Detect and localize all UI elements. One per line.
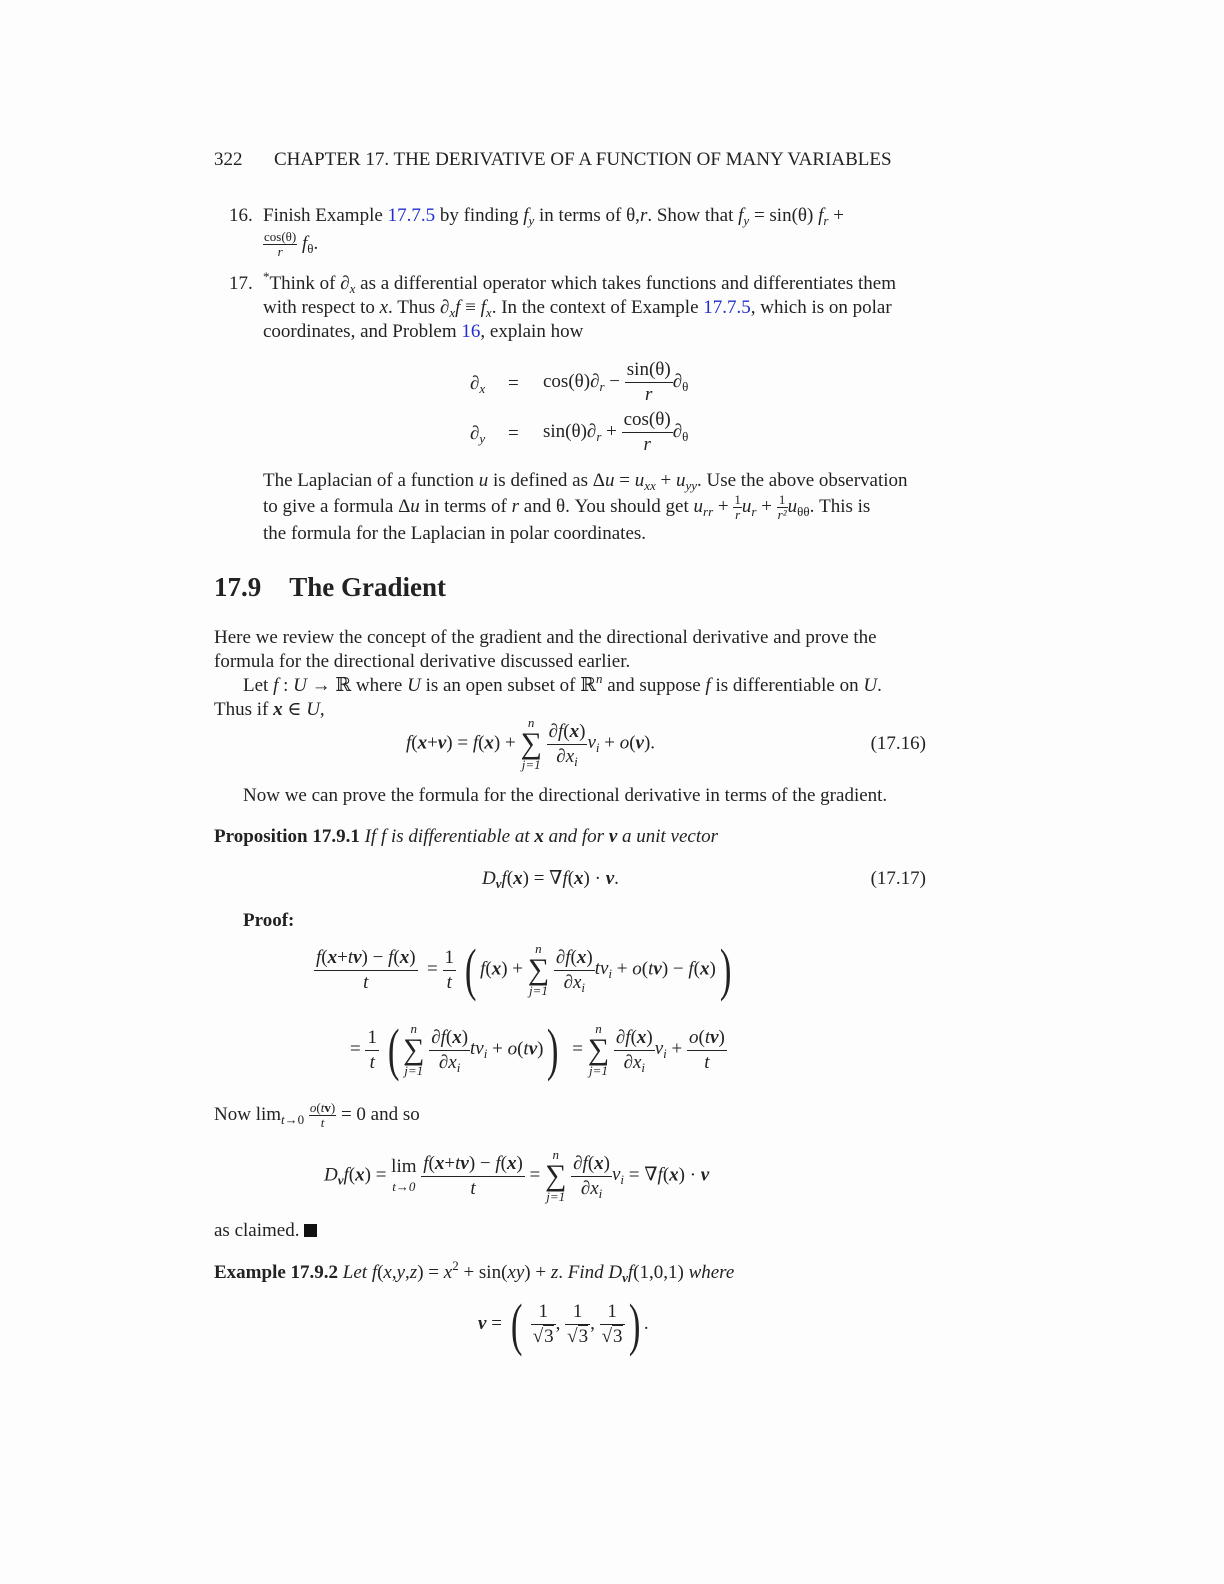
problem-text: by finding	[439, 205, 519, 226]
problem-text: , which is on polar	[750, 297, 892, 318]
laplacian-paragraph: The Laplacian of a function u is defined as $\Delta u = u_{xx} + u_{yy}$. Use the above observation to give a formula Δu in terms of r and θ. You should get $u_{rr}$ + $\frac{1}{r}$ $u_r$ + $\frac{1}{\text{r²}}$ $u_{\theta\theta}$. This is the formula for the Laplacian in polar coordinates.	[263, 469, 926, 546]
proposition-text: and for	[548, 826, 605, 847]
paragraph-text: to give a formula	[263, 495, 394, 517]
problem-text: . Thus	[388, 297, 436, 318]
equation-17-17: $D_vf(x) = \nabla f(x) \cdot v$. (17.17)	[482, 868, 926, 891]
problem-text: coordinates, and Problem	[263, 321, 457, 342]
paragraph-text: = 0 and so	[340, 1103, 420, 1125]
paragraph-text: where	[355, 675, 403, 696]
paragraph-text: Now lim	[214, 1103, 282, 1125]
equation-17-16: f(x+v) = f(x) + n ∑ j=1 $\frac{\partial f(x)}{\partial x_i}$ $v_i + o(v)$. (17.16)	[406, 715, 926, 772]
qed-square-icon	[304, 1224, 317, 1237]
paragraph-text: Now we can prove the formula for the directional derivative in terms of the gradient.	[243, 785, 888, 806]
example-17-9-2: Example 17.9.2 Let $f(x,y,z) = x^2 + \sin(xy) + z$. Find $D_vf(1,0,1)$ where	[214, 1258, 735, 1285]
example-link[interactable]: 17.7.5	[387, 205, 436, 226]
formula-fragment: $\frac{\cos(\theta)}{r}$ $f_\theta$.	[264, 229, 319, 259]
vector-v: v = ( $\frac{1}{√3}$ , $\frac{1}{√3}$ , $\frac{1}{√3}$ ) .	[478, 1291, 649, 1357]
proof-final-line: $D_vf(x)$ = lim t→0 $\frac{f(x+tv) - f(x)}{t}$ = n ∑ j=1 $\frac{\partial f(x)}{\partial x_i}$ $v_i = \nabla f(x) \cdot v$	[324, 1147, 710, 1204]
paragraph-text: is differentiable on	[715, 675, 859, 696]
proof-line-1: $\frac{f(x+tv) - f(x)}{t}$ = $\frac{1}{t}$ ( f(x) + n ∑ j=1 $\frac{\partial f(x)}{\partial x_i}$ $tv_i + o(tv) - f(x)$)	[316, 937, 732, 1002]
proof-label	[243, 909, 294, 933]
problem-text: Finish Example	[263, 205, 383, 226]
paragraph-text: Thus if	[214, 699, 269, 720]
problem-text: , explain how	[480, 321, 584, 342]
problem-text: in terms of θ,	[539, 205, 640, 226]
example-label: Example 17.9.2	[214, 1262, 339, 1283]
problem-number: 16.	[229, 205, 253, 226]
proof-label-text: Proof:	[243, 910, 295, 931]
paragraph-text: as claimed.	[214, 1220, 300, 1241]
problem-text: Think of	[269, 273, 336, 294]
paragraph-text: The Laplacian of a function	[263, 470, 475, 491]
proposition-17-9-1: Proposition 17.9.1 If f is differentiable at x and for v a unit vector	[214, 826, 719, 847]
paragraph-text: Here we review the concept of the gradient and the directional derivative and prove the	[214, 627, 877, 648]
proposition-text: a unit vector	[622, 826, 719, 847]
problem-text: as a differential operator which takes functions and differentiates them	[360, 273, 896, 294]
page-number: 322	[214, 149, 243, 170]
equation-number: (17.17)	[870, 868, 926, 889]
intro-paragraph: Here we review the concept of the gradient and the directional derivative and prove the formula for the directional derivative discussed earlier. Let f : U → ℝ where U is an open subset of ℝ$^n$ and suppose f is differentiable on U. Thus if x ∈ U,	[214, 626, 926, 722]
proposition-text: is differentiable at	[391, 826, 530, 847]
problem-17: 17. *Think of $\partial_x$ as a differential operator which takes functions and differentiates them with respect to x. Thus $\partial_xf \equiv f_x$. In the context of Example 17.7.5, which is on polar coordinates, and Problem 16, explain how	[229, 269, 896, 342]
problem-16: 16. Finish Example 17.7.5 by finding $f_y$ in terms of θ,r. Show that $f_y = \sin(\theta) f_r$ + $\frac{\cos(\theta)}{r}$ $f_\theta$.	[229, 204, 926, 259]
running-title: CHAPTER 17. THE DERIVATIVE OF A FUNCTION OF MANY VARIABLES	[274, 149, 892, 170]
example-text: where	[688, 1262, 735, 1283]
page-header	[214, 148, 926, 172]
problem-text: Show that	[656, 205, 734, 226]
paragraph-text: the formula for the Laplacian in polar coordinates.	[263, 523, 647, 544]
proof-line-2: = $\frac{1}{t}$ ( n ∑ j=1 $\frac{\partial f(x)}{\partial x_i}$ $tv_i + o(tv)$) = n ∑ j=1 $\frac{\partial f(x)}{\partial x_i}$ $v_i$ + $\frac{o(tv)}{t}$	[350, 1017, 725, 1082]
problem-link[interactable]: 16	[461, 321, 481, 342]
limit-statement: Now $\lim_{t\to 0}$ $\frac{o(tv)}{t}$ = 0 and so	[214, 1100, 420, 1130]
paragraph-text: is defined as	[493, 470, 588, 491]
example-text: Find	[567, 1262, 604, 1283]
star-marker: *	[263, 269, 270, 284]
paragraph-text: and suppose	[607, 675, 701, 696]
problem-number: 17.	[229, 273, 253, 294]
section-number: 17.9	[214, 572, 262, 602]
problem-text: with respect to	[263, 297, 375, 318]
paragraph-text: . This is	[809, 495, 871, 517]
paragraph-text: is an open subset of	[425, 675, 576, 696]
example-link[interactable]: 17.7.5	[703, 297, 751, 318]
transition-text	[243, 784, 887, 808]
paragraph-text: and θ. You should get	[523, 495, 689, 517]
equation-number: (17.16)	[870, 733, 926, 754]
problem-text: . In the context of Example	[491, 297, 699, 318]
section-title: The Gradient	[289, 572, 447, 602]
page: 322 CHAPTER 17. THE DERIVATIVE OF A FUNCTION OF MANY VARIABLES 16. Finish Example 17.7.5 by finding $f_y$ in terms of θ,r. Show that $f_y = \sin(\theta) f_r$ + $\frac{\cos(\theta)}{r}$ $f_\theta$. 17. *Think of $\partial_x$ as a differential operator which takes functions and differentiates them with respect to x. Thus $\partial_xf \equiv f_x$. In the context of Example 17.7.5, which is on polar coordinates, and Problem 16, explain how $\partial_x$ = $\cos(\theta)\partial_r$ − $\frac{\sin(\theta)}{r}$ $\partial_\theta$ $\partial_y$ = $\sin(\theta)\partial_r$ + $\frac{\cos(\theta)}{r}$ $\partial_\theta$ The Laplacian of a function u is defined as $\Delta u = u_{xx} + u_{yy}$. Use the above observation to give a formula Δu in terms of r and θ. You should get $u_{rr}$ + $\frac{1}{r}$ $u_r$ + $\frac{1}{\text{r²}}$ $u_{\theta\theta}$. This is the formula for the Laplacian in polar coordinates. 17.9 The Gradient Here we review the concept of the gradient and the directional derivative and prove the formula for the directional derivative discussed earlier. Let f : U → ℝ where U is an open subset of ℝ$^n$ and suppose f is differentiable on U. Thus if x ∈ U, f(x+v) = f(x) + n ∑ j=1 $\frac{\partial f(x)}{\partial x_i}$ $v_i + o(v)$. (17.16) Now we can prove the formula for the directional derivative in terms of the gradient. Proposition 17.9.1 If f is differentiable at x and for v a unit vector $D_vf(x) = \nabla f(x) \cdot v$. (17.17) Proof: $\frac{f(x+tv) - f(x)}{t}$ = $\frac{1}{t}$ ( f(x) + n ∑ j=1 $\frac{\partial f(x)}{\partial x_i}$ $tv_i + o(tv) - f(x)$) = $\frac{1}{t}$ ( n ∑ j=1 $\frac{\partial f(x)}{\partial x_i}$ $tv_i + o(tv)$) = n ∑ j=1 $\frac{\partial f(x)}{\partial x_i}$ $v_i$ + $\frac{o(tv)}{t}$ Now $\lim_{t\to 0}$ $\frac{o(tv)}{t}$ = 0 and so $D_vf(x)$ = lim t→0 $\frac{f(x+tv) - f(x)}{t}$ = n ∑ j=1 $\frac{\partial f(x)}{\partial x_i}$ $v_i = \nabla f(x) \cdot v$ as claimed. Example 17.9.2 Let $f(x,y,z) = x^2 + \sin(xy) + z$. Find $D_vf(1,0,1)$ where v = ( $\frac{1}{√3}$ , $\frac{1}{√3}$ , $\frac{1}{√3}$ ) .	[214, 149, 926, 1357]
proposition-text: If	[364, 826, 377, 847]
paragraph-text: Let	[243, 675, 269, 696]
proof-end	[214, 1219, 317, 1243]
example-text: Let	[342, 1262, 368, 1283]
section-heading	[214, 572, 447, 602]
paragraph-text: formula for the directional derivative discussed earlier.	[214, 651, 631, 672]
paragraph-text: in terms of	[424, 495, 507, 517]
paragraph-text: . Use the above observation	[697, 470, 908, 491]
proposition-label: Proposition 17.9.1	[214, 826, 360, 847]
